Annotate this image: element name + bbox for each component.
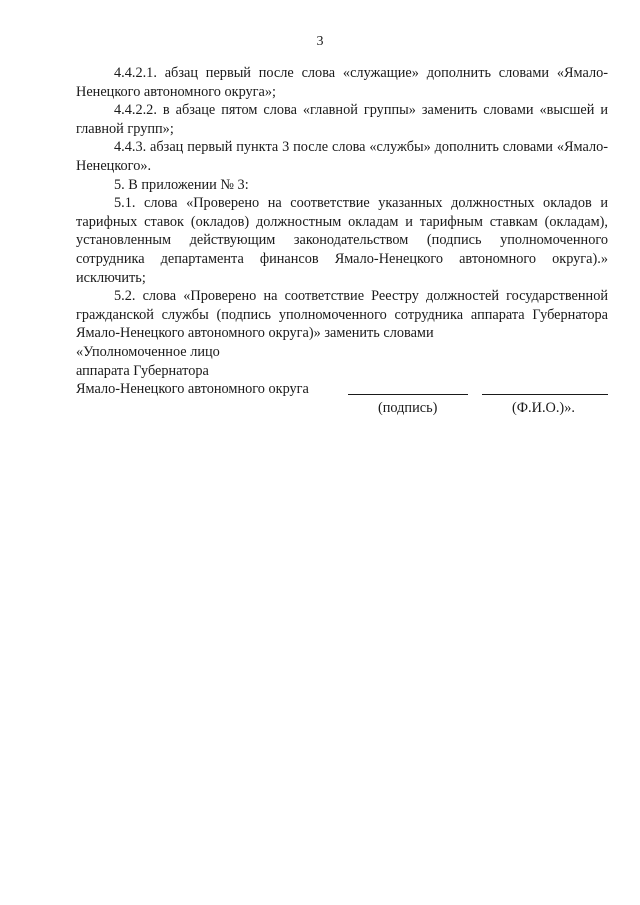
name-caption: (Ф.И.О.)».	[512, 400, 575, 417]
document-body	[76, 64, 608, 418]
signature-caption: (подпись)	[378, 400, 438, 417]
paragraph-5: 5. В приложении № 3:	[114, 176, 249, 193]
signature-line-2: аппарата Губернатора	[76, 362, 209, 379]
signature-line-3: Ямало-Ненецкого автономного округа	[76, 381, 309, 398]
signature-caption-row	[76, 399, 608, 418]
signature-block	[76, 343, 608, 418]
name-underline	[482, 394, 608, 395]
paragraph-4-4-3: 4.4.3. абзац первый пункта 3 после слова «службы» дополнить словами «Ямало-Ненецкого».	[76, 139, 608, 174]
signature-underline	[348, 394, 468, 395]
paragraph-4-4-2-2: 4.4.2.2. в абзаце пятом слова «главной группы» заменить словами «высшей и главной групп»;	[76, 102, 608, 137]
signature-row	[76, 380, 608, 399]
signature-line-1: «Уполномоченное лицо	[76, 343, 220, 360]
paragraph-5-1: 5.1. слова «Проверено на соответствие указанных должностных окладов и тарифных ставок (окладов) должностным окладам и тарифным ставкам (окладам), установленным действующим законодательством (подпись уполномоченного сотрудника департамента финансов Ямало-Ненецкого автономного округа).» исключить;	[76, 195, 608, 286]
paragraph-5-2: 5.2. слова «Проверено на соответствие Реестру должностей государственной гражданской службы (подпись уполномоченного сотрудника аппарата Губернатора Ямало-Ненецкого автономного округа)» заменить словами	[76, 288, 608, 342]
page-number: 3	[316, 34, 324, 49]
paragraph-4-4-2-1: 4.4.2.1. абзац первый после слова «служащие» дополнить словами «Ямало-Ненецкого автономного округа»;	[76, 65, 608, 100]
